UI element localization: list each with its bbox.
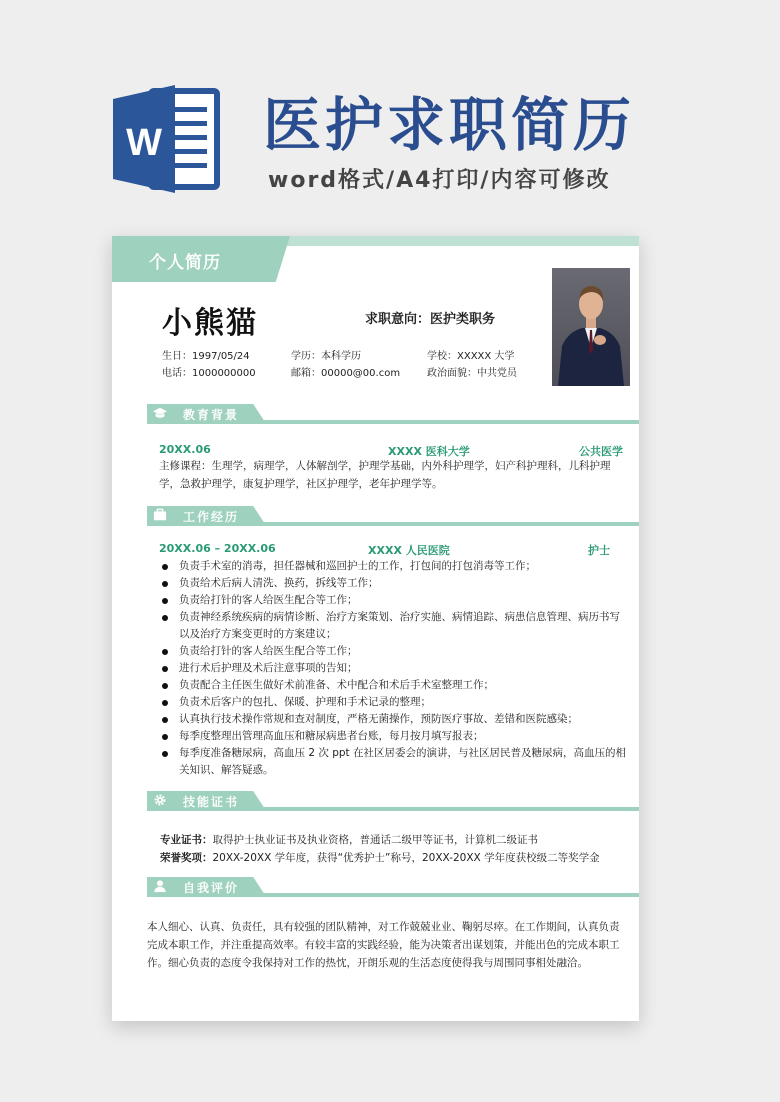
resume-tab-label: 个人简历 [149,253,221,273]
award-label: 荣誉奖项： [160,852,213,864]
list-item: 负责给打针的客人给医生配合等工作； [159,592,629,609]
cert-line [160,832,538,847]
list-item: 认真执行技术操作常规和查对制度，严格无菌操作，预防医疗事故、差错和医院感染； [159,711,629,728]
education-section-header [147,404,639,424]
list-item: 负责神经系统疾病的病情诊断、治疗方案策划、治疗实施、病情追踪、病患信息管理、病历书写以及治疗方案变更时的方案建议； [159,609,629,643]
list-item: 负责给术后病人清洗、换药，拆线等工作； [159,575,629,592]
education-date: 20XX.06 [159,443,211,456]
education-courses: 主修课程：生理学，病理学，人体解剖学，护理学基础，内外科护理学，妇产科护理科，儿科护理学，急救护理学，康复护理学，社区护理学，老年护理学等。 [159,460,611,490]
info-phone: 电话：1000000000 [162,368,256,379]
list-item: 进行术后护理及术后注意事项的告知； [159,660,629,677]
award-line [160,850,600,865]
work-org: XXXX 人民医院 [368,544,450,557]
info-email: 邮箱：00000@00.com [291,368,401,379]
person-icon [153,879,167,893]
list-item: 每季度准备糖尿病，高血压 2 次 ppt 在社区居委会的演讲，与社区居民普及糖尿病，高血压的相关知识、解答疑惑。 [159,745,629,779]
work-section-header [147,506,639,526]
list-item: 负责配合主任医生做好术前准备、术中配合和术后手术室整理工作； [159,677,629,694]
list-item: 每季度整理出管理高血压和糖尿病患者台账，每月按月填写报表； [159,728,629,745]
work-role: 护士 [588,544,610,557]
svg-text:W: W [126,122,162,164]
list-item: 负责给打针的客人给医生配合等工作； [159,643,629,660]
info-education: 学历：本科学历 [291,351,361,362]
gear-icon [153,793,167,807]
work-duties-list [159,558,629,779]
list-item: 负责手术室的消毒，担任器械和巡回护士的工作，打包间的打包消毒等工作； [159,558,629,575]
word-logo-icon [113,83,221,195]
info-politics: 政治面貌：中共党员 [427,368,517,379]
page-subtitle: word格式/A4打印/内容可修改 [268,168,611,193]
skills-title: 技能证书 [183,795,240,809]
page-title: 医护求职简历 [263,91,636,159]
education-school: XXXX 医科大学 [388,445,470,458]
self-eval-text: 本人细心、认真、负责任，具有较强的团队精神，对工作兢兢业业、鞠躬尽瘁。在工作期间，认真负责完成本职工作，并注重提高效率。有较丰富的实践经验，能为决策者出谋划策，并能出色的完成本职工作。细心负责的态度令我保持对工作的热忱，开朗乐观的生活态度使得我与周围同事相处融洽。 [147,921,620,969]
work-title: 工作经历 [183,510,240,524]
info-birth: 生日：1997/05/24 [162,351,250,362]
cert-text: 取得护士执业证书及执业资格，普通话二级甲等证书，计算机二级证书 [212,834,538,846]
self-eval-section-header [147,877,639,897]
self-eval-title: 自我评价 [183,881,240,895]
info-school: 学校：XXXXX 大学 [427,351,515,362]
education-title: 教育背景 [183,408,240,422]
skills-section-header [147,791,639,811]
profile-photo [552,268,630,386]
education-major: 公共医学 [579,445,623,458]
list-item: 负责术后客户的包扎、保暖、护理和手术记录的整理； [159,694,629,711]
work-date: 20XX.06 – 20XX.06 [159,542,276,555]
graduation-cap-icon [153,406,167,420]
cert-label: 专业证书： [160,834,213,846]
resume-paper [112,236,639,1021]
job-intent: 求职意向：医护类职务 [365,312,496,327]
award-text: 20XX-20XX 学年度，获得“优秀护士”称号，20XX-20XX 学年度获校级二等奖学金 [212,852,600,864]
briefcase-icon [153,508,167,522]
candidate-name: 小熊猫 [162,306,258,341]
